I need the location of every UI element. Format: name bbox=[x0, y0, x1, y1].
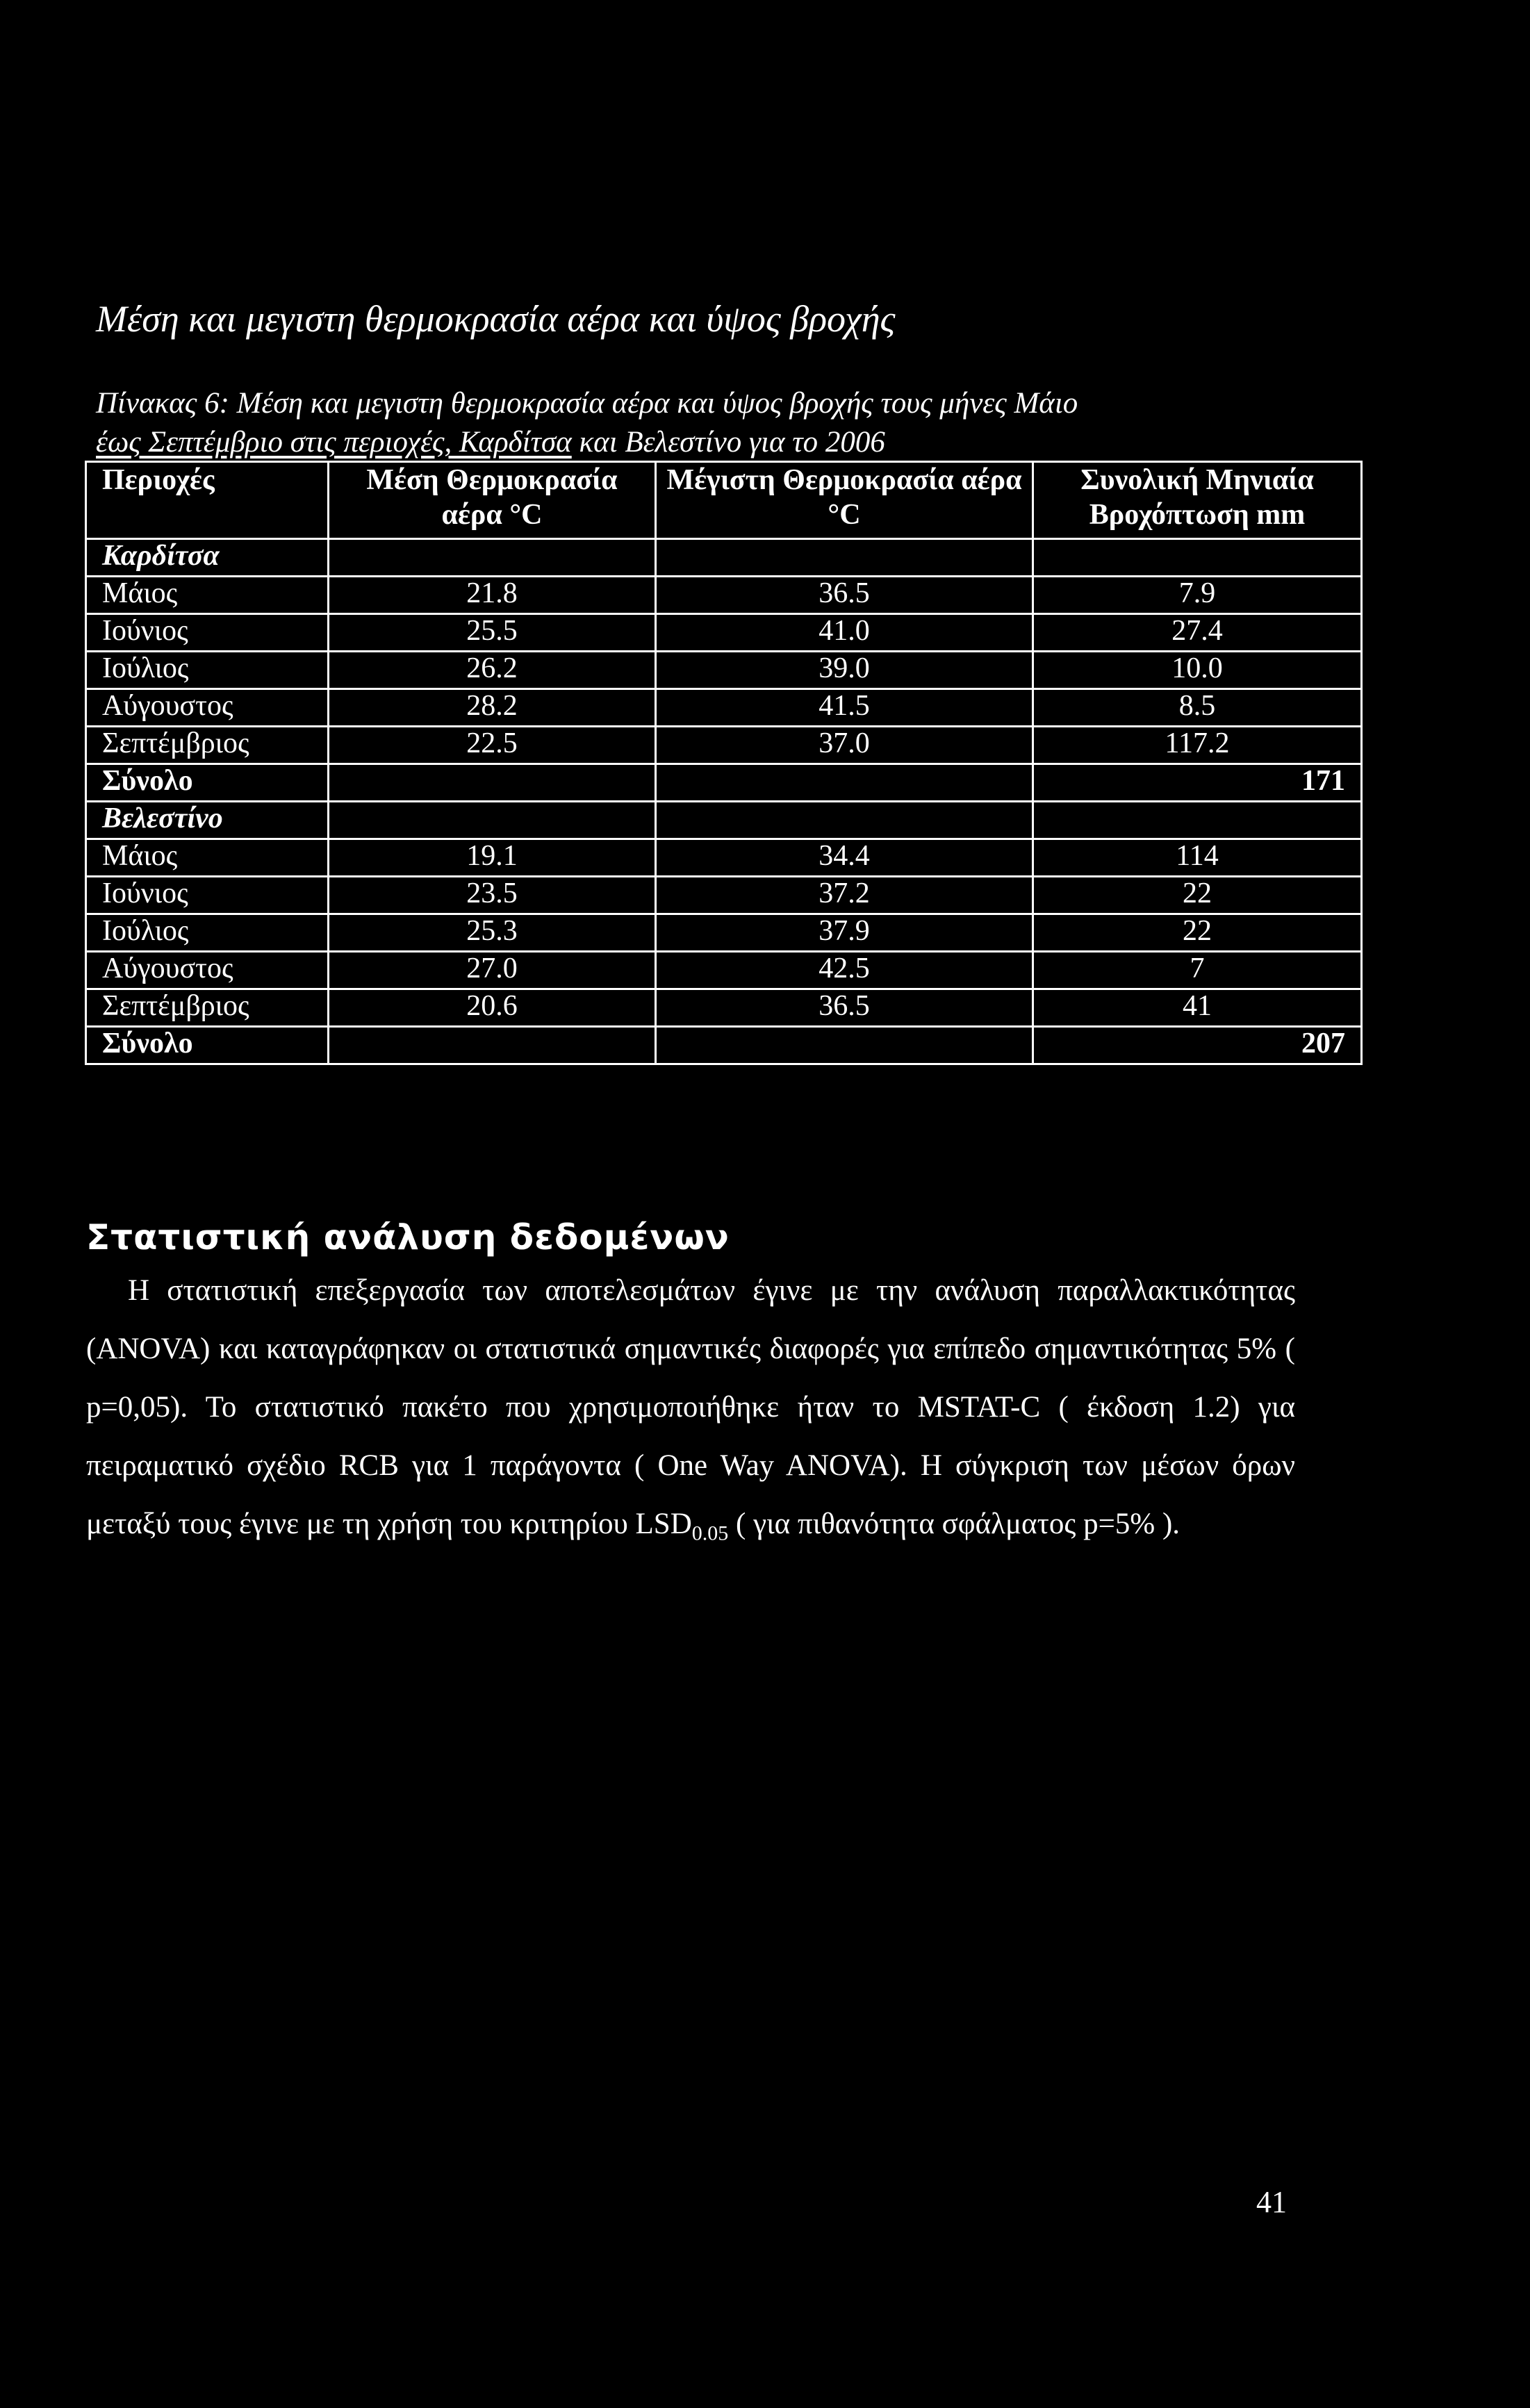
header-region: Περιοχές bbox=[86, 462, 329, 539]
table-row bbox=[86, 689, 1362, 727]
max-temp-cell: 37.9 bbox=[656, 914, 1033, 952]
mean-temp-cell: 27.0 bbox=[329, 952, 656, 989]
table-row bbox=[86, 614, 1362, 652]
rainfall-cell: 41 bbox=[1033, 989, 1362, 1027]
group-name: Βελεστίνο bbox=[86, 802, 329, 839]
table-header-row bbox=[86, 462, 1362, 539]
empty-cell bbox=[1033, 539, 1362, 577]
rainfall-cell: 117.2 bbox=[1033, 727, 1362, 764]
max-temp-cell: 34.4 bbox=[656, 839, 1033, 877]
mean-temp-cell: 22.5 bbox=[329, 727, 656, 764]
total-label: Σύνολο bbox=[86, 1027, 329, 1064]
empty-cell bbox=[656, 802, 1033, 839]
month-cell: Σεπτέμβριος bbox=[86, 727, 329, 764]
mean-temp-cell: 20.6 bbox=[329, 989, 656, 1027]
month-cell: Αύγουστος bbox=[86, 952, 329, 989]
header-max-temp: Μέγιστη Θερμοκρασία αέρα °C bbox=[656, 462, 1033, 539]
empty-cell bbox=[329, 1027, 656, 1064]
max-temp-cell: 36.5 bbox=[656, 989, 1033, 1027]
caption-line2-rest: και Βελεστίνο για το 2006 bbox=[571, 426, 885, 459]
total-value: 171 bbox=[1033, 764, 1362, 802]
mean-temp-cell: 19.1 bbox=[329, 839, 656, 877]
section-title: Στατιστική ανάλυση δεδομένων bbox=[86, 1217, 730, 1257]
table-row bbox=[86, 652, 1362, 689]
table-row bbox=[86, 727, 1362, 764]
mean-temp-cell: 23.5 bbox=[329, 877, 656, 914]
paragraph-text-end: ( για πιθανότητα σφάλματος p=5% ). bbox=[728, 1508, 1181, 1540]
lsd-subscript: 0.05 bbox=[691, 1522, 729, 1545]
max-temp-cell: 41.0 bbox=[656, 614, 1033, 652]
mean-temp-cell: 26.2 bbox=[329, 652, 656, 689]
rainfall-cell: 22 bbox=[1033, 877, 1362, 914]
month-cell: Ιούνιος bbox=[86, 614, 329, 652]
rainfall-cell: 27.4 bbox=[1033, 614, 1362, 652]
total-row bbox=[86, 1027, 1362, 1064]
empty-cell bbox=[1033, 802, 1362, 839]
total-value: 207 bbox=[1033, 1027, 1362, 1064]
mean-temp-cell: 25.3 bbox=[329, 914, 656, 952]
table-row bbox=[86, 989, 1362, 1027]
empty-cell bbox=[656, 539, 1033, 577]
table-row bbox=[86, 952, 1362, 989]
empty-cell bbox=[329, 802, 656, 839]
total-label: Σύνολο bbox=[86, 764, 329, 802]
rainfall-cell: 22 bbox=[1033, 914, 1362, 952]
month-cell: Σεπτέμβριος bbox=[86, 989, 329, 1027]
month-cell: Ιούλιος bbox=[86, 914, 329, 952]
empty-cell bbox=[329, 539, 656, 577]
month-cell: Ιούλιος bbox=[86, 652, 329, 689]
group-row bbox=[86, 539, 1362, 577]
total-row bbox=[86, 764, 1362, 802]
paragraph-text: Η στατιστική επεξεργασία των αποτελεσμάτων έγινε με την ανάλυση παραλλακτικότητας (ANOVA) και καταγράφηκαν οι στατιστικά σημαντικές διαφορές για επίπεδο σημαντικότητας 5% ( p=0,05). Το στατιστικό πακέτο που χρησιμοποιήθηκε ήταν το MSTAT-C ( έκδοση 1.2) για πειραματικό σχέδιο RCB για 1 παράγοντα ( One Way ANOVA). Η σύγκριση των μέσων όρων μεταξύ τους έγινε με τη χρήση του κριτηρίου LSD bbox=[86, 1274, 1295, 1540]
table-row bbox=[86, 839, 1362, 877]
mean-temp-cell: 28.2 bbox=[329, 689, 656, 727]
table-row bbox=[86, 577, 1362, 614]
month-cell: Αύγουστος bbox=[86, 689, 329, 727]
page-number: 41 bbox=[1256, 2185, 1287, 2219]
page-heading: Μέση και μεγιστη θερμοκρασία αέρα και ύψος βροχής bbox=[96, 298, 896, 340]
max-temp-cell: 42.5 bbox=[656, 952, 1033, 989]
rainfall-cell: 7 bbox=[1033, 952, 1362, 989]
mean-temp-cell: 21.8 bbox=[329, 577, 656, 614]
header-rainfall: Συνολική Μηνιαία Βροχόπτωση mm bbox=[1033, 462, 1362, 539]
month-cell: Μάιος bbox=[86, 577, 329, 614]
month-cell: Μάιος bbox=[86, 839, 329, 877]
group-row bbox=[86, 802, 1362, 839]
mean-temp-cell: 25.5 bbox=[329, 614, 656, 652]
header-mean-temp: Μέση Θερμοκρασία αέρα °C bbox=[329, 462, 656, 539]
rainfall-cell: 10.0 bbox=[1033, 652, 1362, 689]
climate-table bbox=[85, 461, 1363, 1065]
caption-underlined: έως Σεπτέμβριο στις περιοχές, Καρδίτσα bbox=[96, 426, 572, 459]
empty-cell bbox=[656, 1027, 1033, 1064]
empty-cell bbox=[656, 764, 1033, 802]
max-temp-cell: 41.5 bbox=[656, 689, 1033, 727]
empty-cell bbox=[329, 764, 656, 802]
caption-prefix: Πίνακας 6: bbox=[96, 387, 229, 420]
max-temp-cell: 39.0 bbox=[656, 652, 1033, 689]
max-temp-cell: 37.0 bbox=[656, 727, 1033, 764]
rainfall-cell: 8.5 bbox=[1033, 689, 1362, 727]
section-paragraph bbox=[86, 1262, 1295, 1563]
rainfall-cell: 7.9 bbox=[1033, 577, 1362, 614]
month-cell: Ιούνιος bbox=[86, 877, 329, 914]
table-caption bbox=[96, 384, 1367, 462]
caption-line1: Μέση και μεγιστη θερμοκρασία αέρα και ύψος βροχής τους μήνες Μάιο bbox=[229, 387, 1078, 420]
group-name: Καρδίτσα bbox=[86, 539, 329, 577]
rainfall-cell: 114 bbox=[1033, 839, 1362, 877]
table-body bbox=[86, 462, 1362, 1064]
table-row bbox=[86, 877, 1362, 914]
max-temp-cell: 36.5 bbox=[656, 577, 1033, 614]
max-temp-cell: 37.2 bbox=[656, 877, 1033, 914]
table-row bbox=[86, 914, 1362, 952]
